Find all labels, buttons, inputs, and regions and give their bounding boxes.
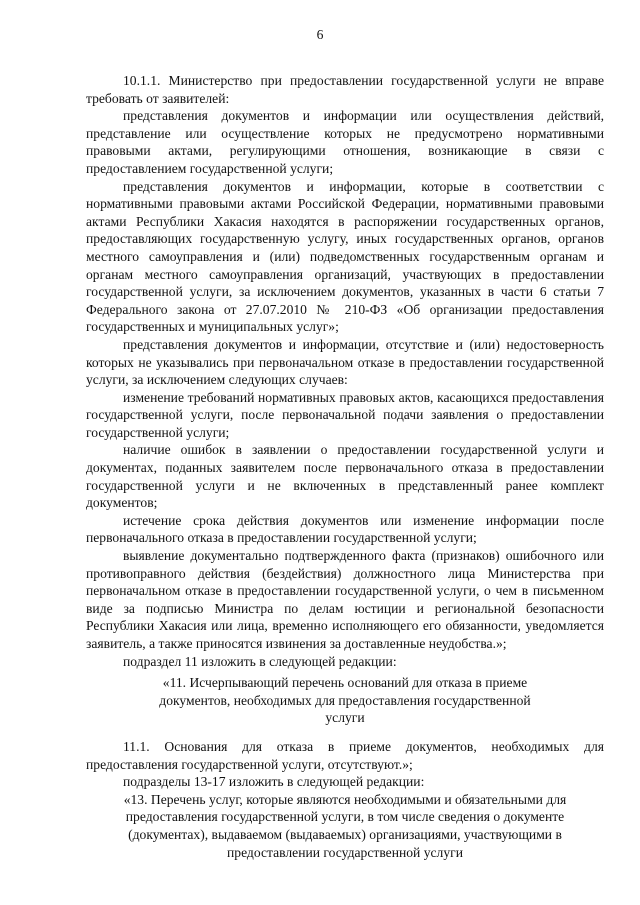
paragraph-case-2: наличие ошибок в заявлении о предоставлении государственной услуги и документах, поданных заявителем после первоначального отказа в предоставлении государственной услуги и не включенных в представленный ранее комплект документов; [86,442,604,511]
paragraph-11-1: 11.1. Основания для отказа в приеме документов, необходимых для предоставления государственной услуги, отсутствуют.»; [86,738,604,772]
paragraph-case-4: выявление документально подтвержденного факта (признаков) ошибочного или противоправного действия (бездействия) должностного лица Министерства при первоначальном отказе в предоставлении государственной услуги, о чем в письменном виде за подписью Министра по делам юстиции и региональной безопасности Республики Хакасия или лица, временно исполняющего его обязанности, уведомляется заявитель, а также приносятся извинения за доставленные неудобства.»; [86,548,604,651]
paragraph-case-1: изменение требований нормативных правовых актов, касающихся предоставления государственной услуги, после первоначальной подачи заявления о предоставлении государственной услуги; [86,389,604,440]
paragraph-item-3: представления документов и информации, отсутствие и (или) недостоверность которых не указывались при первоначальном отказе в предоставлении государственной услуги, за исключением следующих случаев: [86,336,604,388]
blank-line [86,727,604,738]
paragraph-subsections-13-17-intro: подразделы 13-17 изложить в следующей редакции: [123,774,425,790]
document-body [86,72,604,861]
heading-section-11: «11. Исчерпывающий перечень оснований для отказа в приеме документов, необходимых для предоставления государственной услуги [159,675,531,726]
paragraph-item-2: представления документов и информации, которые в соответствии с нормативными правовыми актами Российской Федерации, нормативными правовыми актами Республики Хакасия находятся в распоряжении государственных органов, предоставляющих государственную услугу, иных государственных органов, органов местного самоуправления и (или) подведомственных государственным органам и органам местного самоуправления организаций, участвующих в предоставлении государственной услуги, за исключением документов, указанных в части 6 статьи 7 Федерального закона от 27.07.2010 № 210-ФЗ «Об организации предоставления государственных и муниципальных услуг»; [86,178,604,335]
paragraph-item-1: представления документов и информации или осуществления действий, представление или осуществление которых не предусмотрено нормативными правовыми актами, регулирующими отношения, возникающие в связи с предоставлением государственной услуги; [86,108,604,176]
page-number: 6 [316,27,324,42]
paragraph-case-3: истечение срока действия документов или изменение информации после первоначального отказа в предоставлении государственной услуги; [86,512,604,546]
heading-section-13: «13. Перечень услуг, которые являются необходимыми и обязательными для предоставления государственной услуги, в том числе сведения о документе (документах), выдаваемом (выдаваемых) организациями, участвующими в предоставлении государственной услуги [123,791,567,860]
paragraph-10-1-1: 10.1.1. Министерство при предоставлении государственной услуги не вправе требовать от заявителей: [86,73,604,106]
paragraph-subsection-11-intro: подраздел 11 изложить в следующей редакции: [123,653,397,669]
